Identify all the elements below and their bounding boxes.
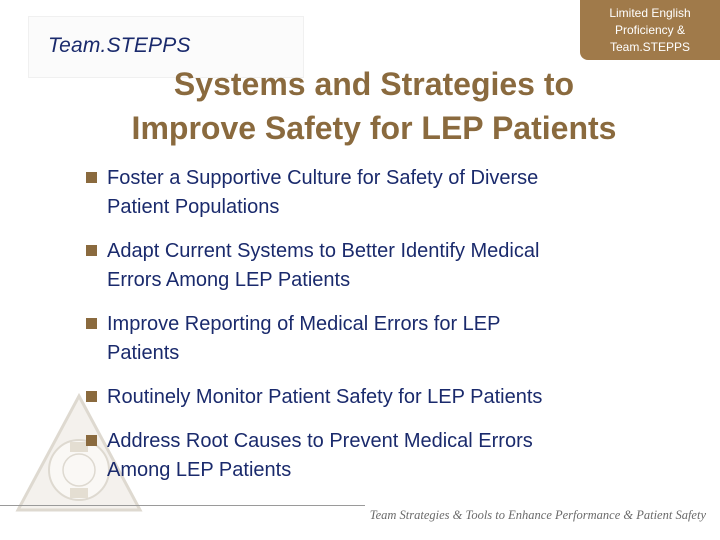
bullet-item-2 [86, 237, 686, 295]
bullet-item-3 [86, 310, 686, 368]
square-bullet-icon [86, 172, 97, 183]
bullet-5-line-2: Among LEP Patients [107, 459, 292, 481]
footer-divider [0, 505, 365, 506]
bullet-2-line-1: Adapt Current Systems to Better Identify Medical [107, 240, 540, 262]
bullet-list [86, 164, 686, 500]
bullet-3-line-1: Improve Reporting of Medical Errors for LEP [107, 313, 501, 335]
square-bullet-icon [86, 391, 97, 402]
title-line-1: Systems and Strategies to [173, 66, 575, 102]
bullet-3-line-2: Patients [107, 342, 180, 364]
title-line-2: Improve Safety for LEP Patients [131, 110, 617, 146]
square-bullet-icon [86, 435, 97, 446]
footer-tagline: Team Strategies & Tools to Enhance Performance & Patient Safety [369, 508, 706, 522]
bullet-item-1 [86, 164, 686, 222]
teamstepps-logo: Team.STEPPS [48, 34, 191, 57]
badge-line-1: Limited English [609, 5, 691, 20]
badge-line-2: Proficiency & [614, 22, 686, 37]
badge-line-3: Team.STEPPS [609, 39, 691, 54]
bullet-4-line-1: Routinely Monitor Patient Safety for LEP Patients [107, 386, 543, 408]
bullet-item-4 [86, 383, 686, 412]
bullet-item-5 [86, 427, 686, 485]
bullet-5-line-1: Address Root Causes to Prevent Medical Errors [107, 430, 533, 452]
square-bullet-icon [86, 245, 97, 256]
square-bullet-icon [86, 318, 97, 329]
lep-badge [580, 0, 720, 60]
bullet-1-line-2: Patient Populations [107, 196, 280, 218]
bullet-1-line-1: Foster a Supportive Culture for Safety of Diverse [107, 167, 539, 189]
slide-title [60, 62, 688, 150]
bullet-2-line-2: Errors Among LEP Patients [107, 269, 351, 291]
